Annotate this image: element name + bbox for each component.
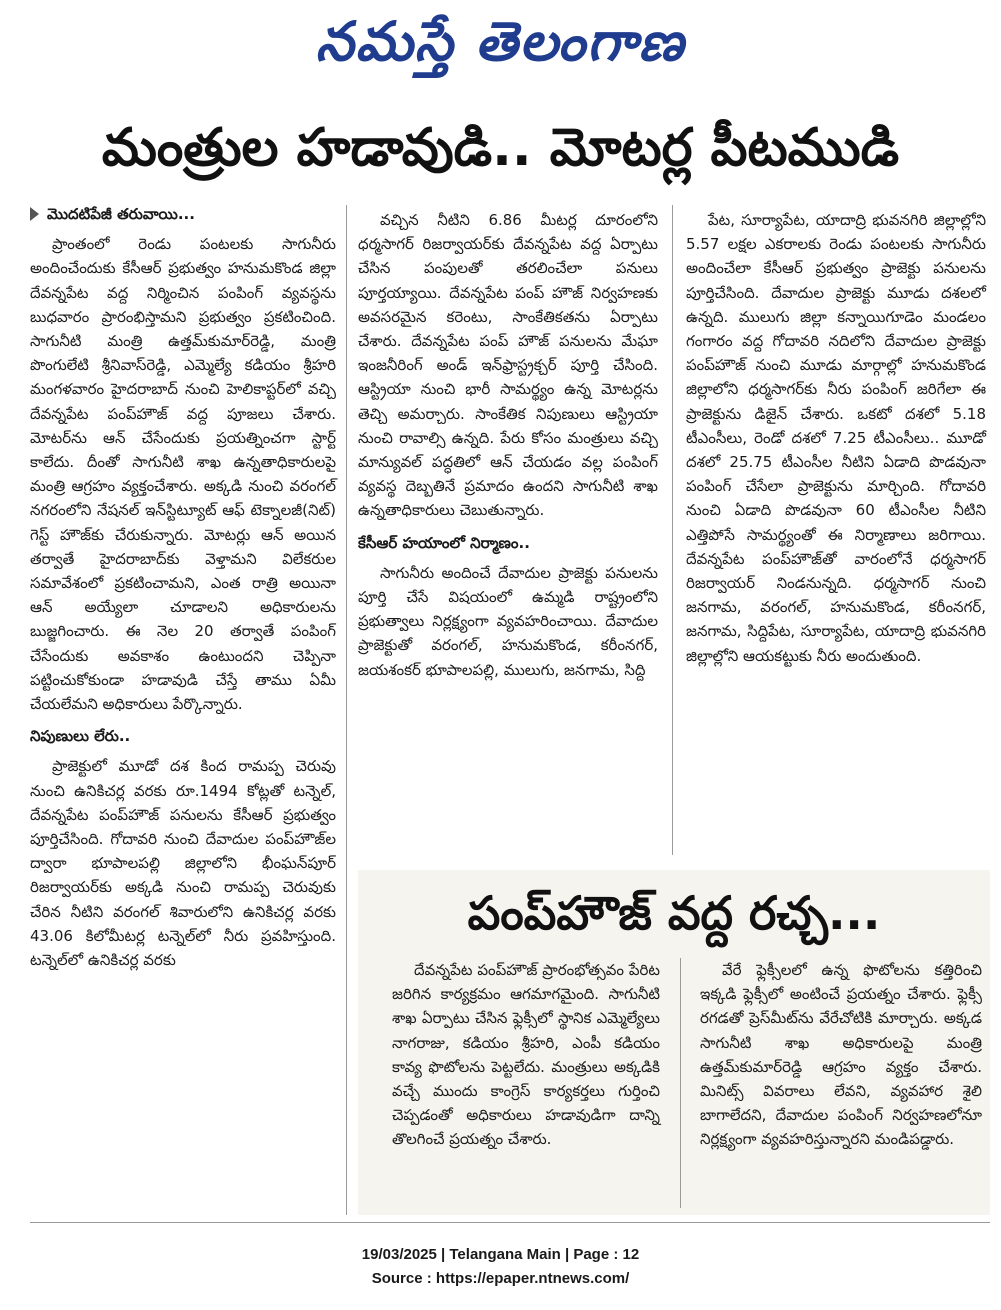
- box-column-divider: [680, 958, 681, 1208]
- column-divider-1: [346, 205, 347, 1215]
- arrow-right-icon: [30, 207, 39, 221]
- sidebar-box-column-2: [700, 958, 982, 1208]
- column1-paragraph-1: ప్రాంతంలో రెండు పంటలకు సాగునీరు అందించేందుకు కేసీఆర్‌ ప్రభుత్వం హనుమకొండ జిల్లా దేవన్నపేట వద్ద నిర్మించిన పంపింగ్‌ వ్యవస్థను బుధవారం ప్రారంభిస్తామని ప్రభుత్వం ప్రకటించింది. సాగునీటి మంత్రి ఉత్తమ్‌కుమార్‌రెడ్డి, మంత్రి పొంగులేటి శ్రీనివాస్‌రెడ్డి, ఎమ్మెల్యే కడియం శ్రీహరి మంగళవారం హైదరాబాద్‌ నుంచి హెలికాప్టర్‌లో వచ్చి దేవన్నపేట పంప్‌హౌజ్‌ వద్ద పూజలు చేశారు. మోటర్‌ను ఆన్‌ చేసేందుకు ప్రయత్నించగా స్టార్ట్‌ కాలేదు. దీంతో సాగునీటి శాఖ ఉన్నతాధికారులపై మంత్రి ఆగ్రహం వ్యక్తంచేశారు. అక్కడి నుంచి వరంగల్‌ నగరంలోని నేషనల్‌ ఇన్‌స్టిట్యూట్‌ ఆఫ్‌ టెక్నాలజీ(నిట్‌) గెస్ట్‌ హౌజ్‌కు చేరుకున్నారు. మోటర్లు ఆన్‌ అయిన తర్వాతే హైదరాబాద్‌కు వెళ్తామని విలేకరుల సమావేశంలో ప్రకటించామని, ఎంత రాత్రి అయినా ఆన్‌ అయ్యేలా చూడాలని అధికారులను బుజ్జగించారు. ఈ నెల 20 తర్వాతే పంపింగ్‌ చేసేందుకు అవకాశం ఉంటుందని చెప్పినా పట్టించుకోకుండా హడావుడి చేస్తే తాము ఏమీ చేయలేమని అధికారులు పేర్కొన్నారు.: [30, 235, 336, 714]
- sidebar-box-column-1: [392, 958, 660, 1208]
- article-column-1: [30, 202, 336, 1202]
- footer-source: Source : https://epaper.ntnews.com/: [371, 1270, 630, 1287]
- column-divider-2: [672, 205, 673, 855]
- article-column-3: [686, 208, 986, 853]
- column2-paragraph-2: సాగునీరు అందించే దేవాదుల ప్రాజెక్టు పనులను పూర్తి చేసే విషయంలో ఉమ్మడి రాష్ట్రంలోని ప్రభుత్వాలు నిర్లక్ష్యంగా వ్యవహరించాయి. దేవాదుల ప్రాజెక్టుతో వరంగల్‌, హనుమకొండ, కరీంనగర్‌, జయశంకర్‌ భూపాలపల్లి, ములుగు, జనగామ, సిద్ది: [358, 563, 658, 679]
- continuation-kicker: [30, 202, 336, 226]
- newspaper-masthead: నమస్తే తెలంగాణ: [315, 9, 686, 73]
- sidebar-box-title: పంప్‌హౌజ్‌ వద్ద రచ్చ...: [467, 886, 881, 940]
- kicker-text: మొదటిపేజీ తరువాయి...: [47, 205, 195, 223]
- column1-paragraph-2: ప్రాజెక్టులో మూడో దశ కింద రామప్ప చెరువు నుంచి ఉనికిచర్ల వరకు రూ.1494 కోట్లతో టన్నెల్‌, దేవన్నపేట పంప్‌హౌజ్‌ పనులను కేసీఆర్‌ ప్రభుత్వం పూర్తిచేసింది. గోదావరి నుంచి దేవాదుల పంప్‌హౌజ్‌ల ద్వారా భూపాలపల్లి జిల్లాలోని భీంఘన్‌పూర్‌ రిజర్వాయర్‌కు అక్కడి నుంచి రామప్ప చెరువుకు చేరిన నీటిని వరంగల్‌ శివారులోని ఉనికిచర్ల వరకు 43.06 కిలోమీటర్ల టన్నెల్‌లో నీరు ప్రవహిస్తుంది. టన్నెల్‌లో ఉనికిచర్ల వరకు: [30, 757, 336, 970]
- box-paragraph-2: వేరే ఫ్లెక్సీలలో ఉన్న ఫొటోలను కత్తిరించి ఇక్కడి ఫ్లెక్సీలో అంటించే ప్రయత్నం చేశారు. ఫ్లెక్సీ రగడతో ప్రెస్‌మీట్‌ను వేరేచోటికి మార్చారు. అక్కడ సాగునీటి శాఖ అధికారులపై మంత్రి ఉత్తమ్‌కుమార్‌రెడ్డి ఆగ్రహం వ్యక్తం చేశారు. మినిట్స్‌ వివరాలు లేవని, వ్యవహార శైలి బాగాలేదని, దేవాదుల పంపింగ్‌ నిర్వహణలోనూ నిర్లక్ష్యంగా వ్యవహరిస్తున్నారని మండిపడ్డారు.: [700, 961, 982, 1149]
- subheading-experts: నిపుణులు లేరు..: [30, 727, 131, 746]
- footer-date-edition: 19/03/2025 | Telangana Main | Page : 12: [361, 1246, 640, 1263]
- column2-paragraph-1: వచ్చిన నీటిని 6.86 మీటర్ల దూరంలోని ధర్మసాగర్‌ రిజర్వాయర్‌కు దేవన్నపేట వద్ద ఏర్పాటు చేసిన పంపులతో తరలించేలా పనులు పూర్తయ్యాయి. దేవన్నపేట పంప్‌ హౌజ్‌ నిర్వహణకు అవసరమైన కరెంటు, సాంకేతికతను ఏర్పాటు చేశారు. దేవన్నపేట పంప్‌ హౌజ్‌ పనులను మేఘా ఇంజనీరింగ్‌ అండ్‌ ఇన్‌ఫ్రాస్ట్రక్చర్‌ పూర్తి చేసింది. ఆస్ట్రియా నుంచి భారీ సామర్థ్యం ఉన్న మోటర్లను తెచ్చి అమర్చారు. సాంకేతిక నిపుణులు ఆస్ట్రియా నుంచి రావాల్సి ఉన్నది. పేరు కోసం మంత్రులు వచ్చి మాన్యువల్‌ పద్ధతిలో ఆన్‌ చేయడం వల్ల పంపింగ్‌ వ్యవస్థ దెబ్బతినే ప్రమాదం ఉందని సాగునీటి శాఖ ఉన్నతాధికారులు చెబుతున్నారు.: [358, 211, 658, 520]
- subheading-kcr-era: కేసీఆర్‌ హయాంలో నిర్మాణం..: [358, 533, 530, 552]
- article-column-2: [358, 208, 658, 863]
- main-headline: మంత్రుల హడావుడి.. మోటర్ల పీటముడి: [101, 118, 900, 178]
- footer-divider: [30, 1222, 990, 1223]
- box-paragraph-1: దేవన్నపేట పంప్‌హౌజ్‌ ప్రారంభోత్సవం పేరిట జరిగిన కార్యక్రమం ఆగమాగమైంది. సాగునీటి శాఖ ఏర్పాటు చేసిన ఫ్లెక్సీలో స్థానిక ఎమ్మెల్యేలు నాగరాజు, కడియం శ్రీహరి, ఎంపీ కడియం కావ్య ఫొటోలను పెట్టలేదు. మంత్రులు అక్కడికి వచ్చే ముందు కాంగ్రెస్‌ కార్యకర్తలు గుర్తించి చెప్పడంతో అధికారులు హడావుడిగా దాన్ని తొలగించే ప్రయత్నం చేశారు.: [392, 961, 660, 1149]
- column3-paragraph-1: పేట, సూర్యాపేట, యాదాద్రి భువనగిరి జిల్లాల్లోని 5.57 లక్షల ఎకరాలకు రెండు పంటలకు సాగునీరు అందించేలా కేసీఆర్‌ ప్రభుత్వం ప్రాజెక్టు పనులను పూర్తిచేసింది. దేవాదుల ప్రాజెక్టు మూడు దశలలో ఉన్నది. ములుగు జిల్లా కన్నాయిగూడెం మండలం గంగారం వద్ద గోదావరి నదిలోని దేవాదుల ప్రాజెక్టు పంప్‌హౌజ్‌ నుంచి మూడు మార్గాల్లో హనుమకొండ జిల్లాలోని ధర్మసాగర్‌కు నీరు పంపింగ్‌ జరిగేలా ఈ ప్రాజెక్టును డిజైన్‌ చేశారు. ఒకటో దశలో 5.18 టీఎంసీలు, రెండో దశలో 7.25 టీఎంసీలు.. మూడో దశలో 25.75 టీఎంసీల నీటిని ఏడాది పొడవునా పంపింగ్‌ చేసేలా ప్రాజెక్టును మార్చింది. గోదావరి నుంచి ఏడాది పొడవునా 60 టీఎంసీల నీటిని ఎత్తిపోసే సామర్థ్యంతో ఈ నిర్మాణాలు జరిగాయి. దేవన్నపేట పంప్‌హౌజ్‌తో వారంలోనే ధర్మసాగర్‌ రిజర్వాయర్‌ నిండనున్నది. ధర్మసాగర్‌ నుంచి జనగామ, వరంగల్‌, హనుమకొండ, కరీంనగర్‌, జనగామ, సిద్దిపేట, సూర్యాపేట, యాదాద్రి భువనగిరి జిల్లాల్లోని ఆయకట్టుకు నీరు అందుతుంది.: [686, 211, 986, 665]
